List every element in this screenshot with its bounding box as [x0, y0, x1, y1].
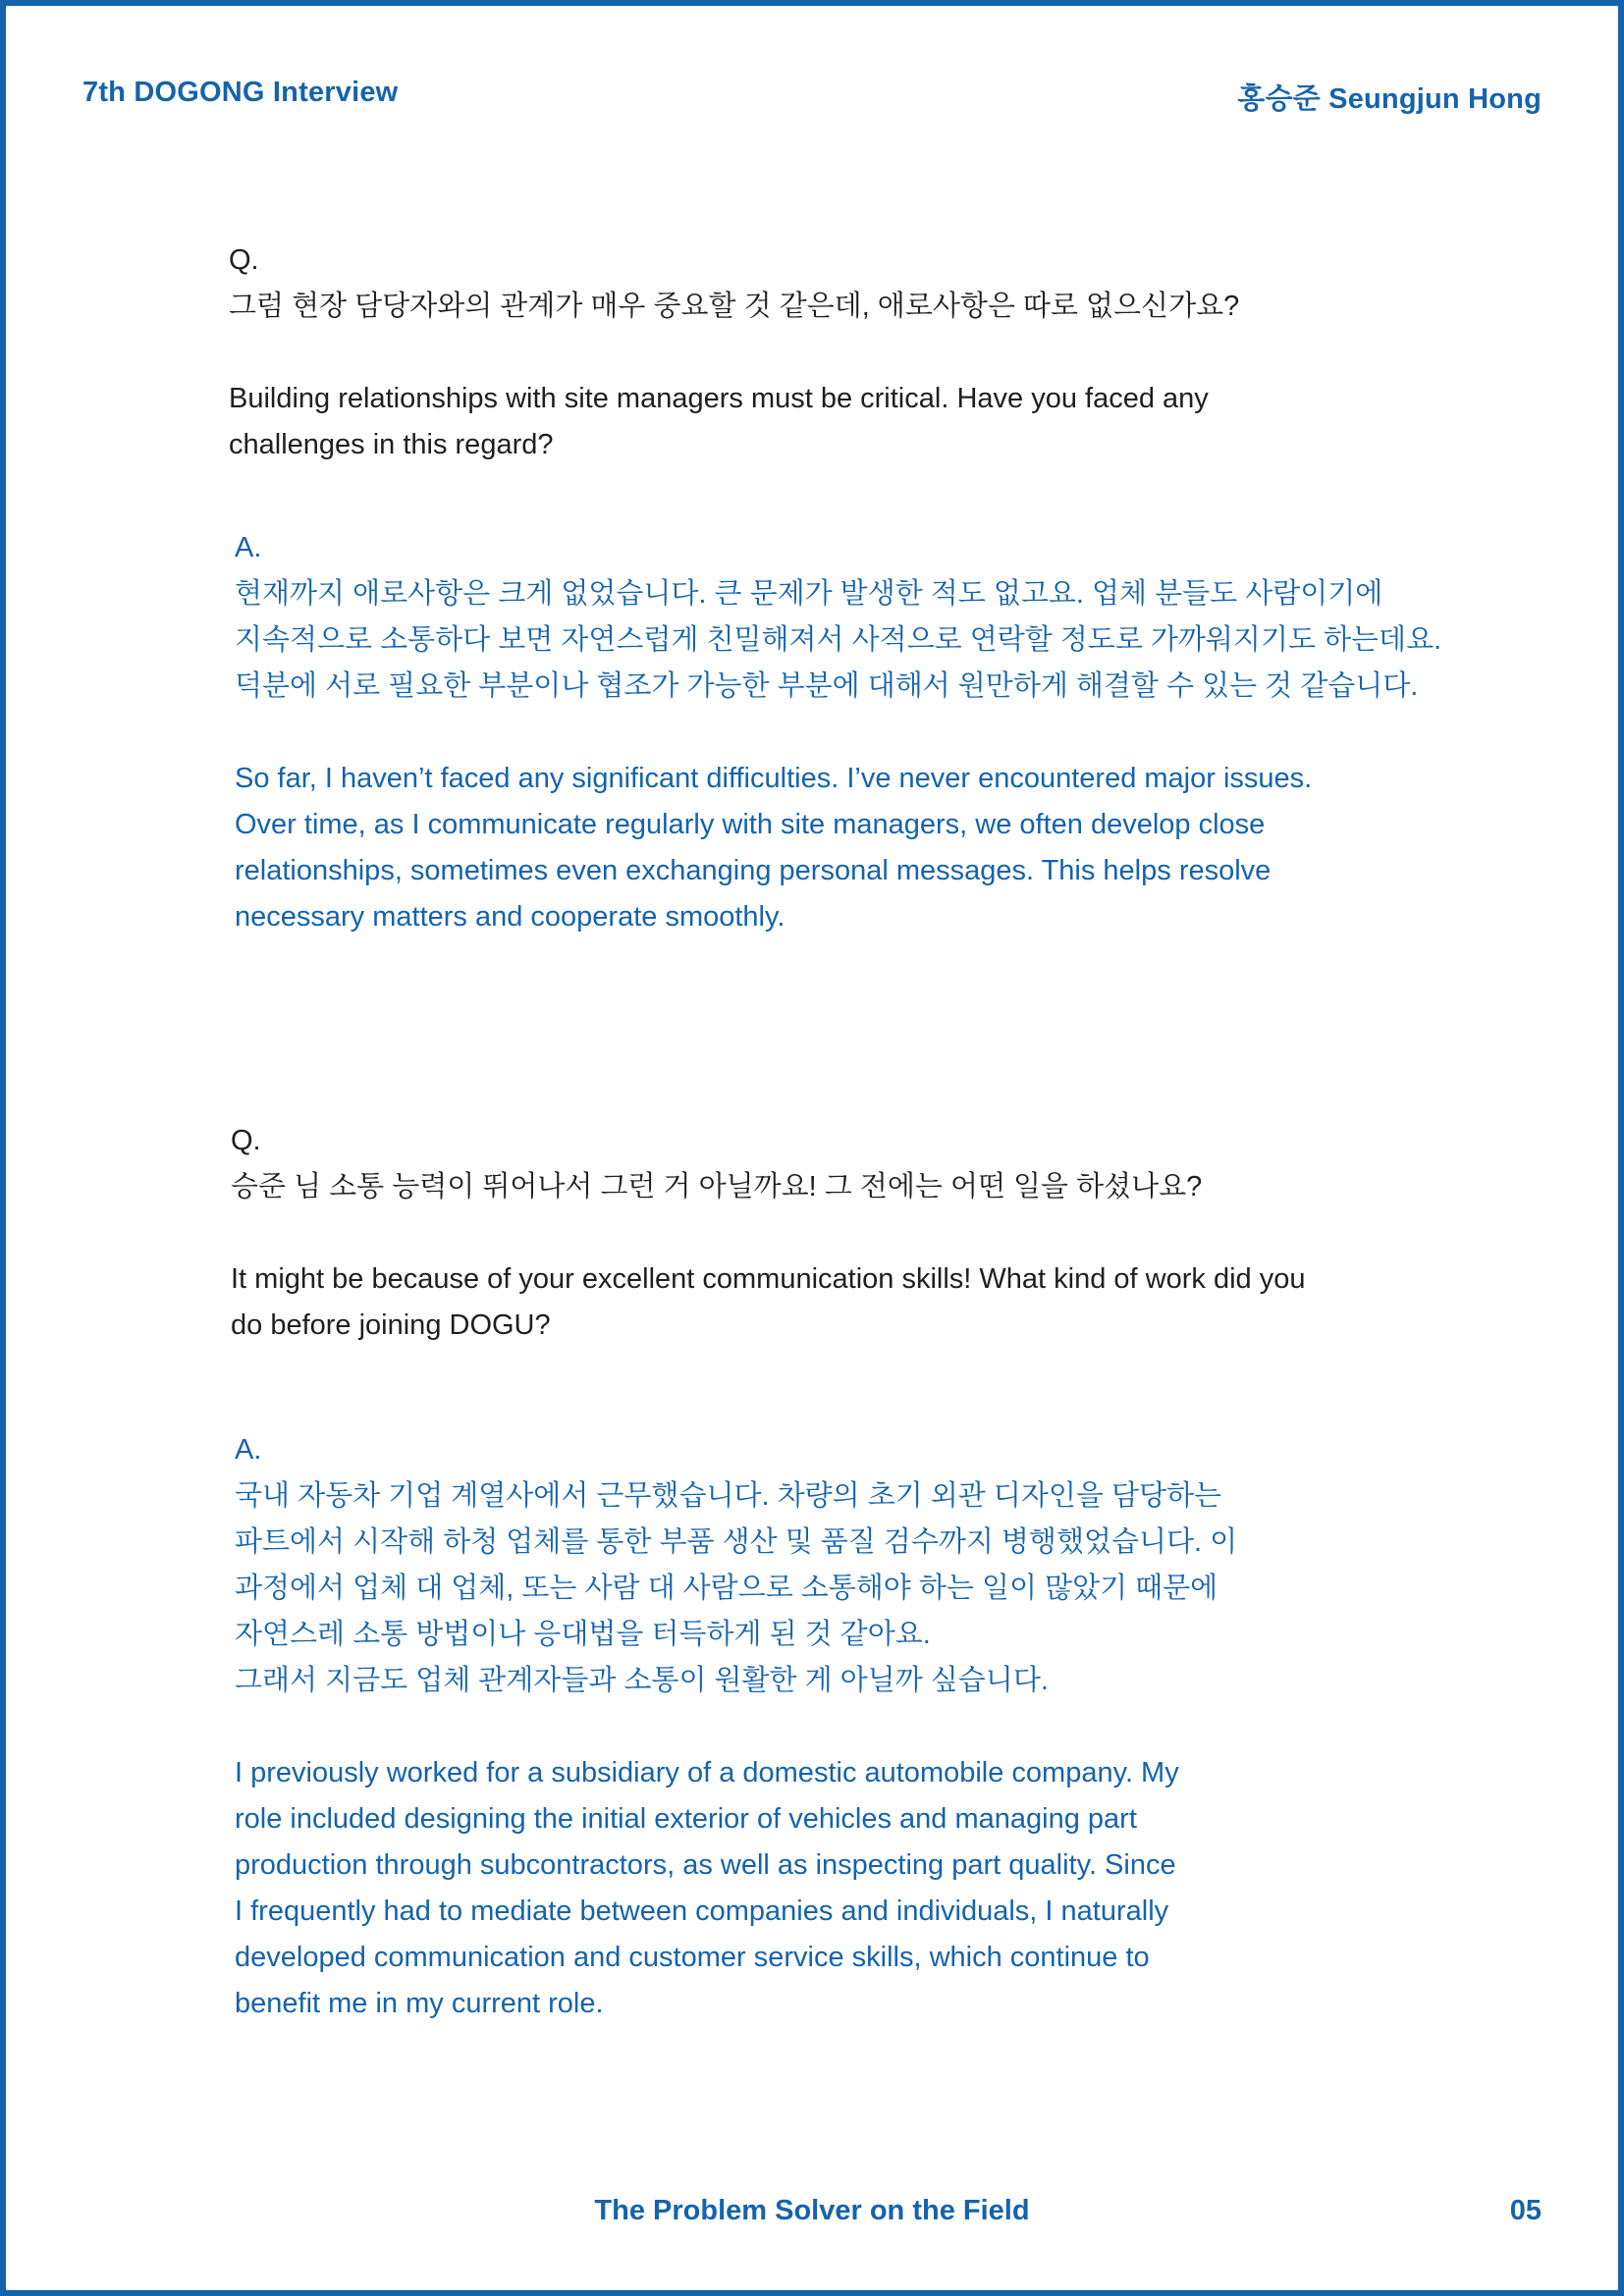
answer-english-line: I frequently had to mediate between companies and individuals, I naturally [235, 1896, 1169, 1927]
answer-korean-line: 과정에서 업체 대 업체, 또는 사람 대 사람으로 소통해야 하는 일이 많았기 때문에 [235, 1573, 1218, 1604]
answer-english-line: relationships, sometimes even exchanging personal messages. This helps resolve [235, 855, 1272, 886]
question-marker: Q. [231, 1125, 261, 1156]
answer-english-line: Over time, as I communicate regularly with site managers, we often develop close [235, 809, 1266, 840]
interviewee-name: 홍승준 Seungjun Hong [1237, 83, 1542, 115]
question-2 [231, 1118, 1438, 1349]
question-1 [229, 238, 1436, 468]
answer-marker: A. [235, 532, 262, 563]
series-title: 7th DOGONG Interview [82, 77, 399, 108]
answer-english-line: So far, I haven’t faced any significant difficulties. I’ve never encountered major issues. [235, 763, 1313, 794]
answer-english-line: production through subcontractors, as well as inspecting part quality. Since [235, 1849, 1176, 1881]
footer-title: The Problem Solver on the Field [594, 2195, 1030, 2226]
question-english-line: Building relationships with site managers must be critical. Have you faced any [229, 383, 1209, 414]
question-marker: Q. [229, 244, 259, 276]
answer-1 [235, 525, 1442, 940]
answer-korean-line: 파트에서 시작해 하청 업체를 통한 부품 생산 및 품질 검수까지 병행했었습니다. 이 [235, 1526, 1238, 1558]
page-number: 05 [1509, 2195, 1542, 2226]
question-english-line: challenges in this regard? [229, 429, 554, 460]
answer-korean-line: 지속적으로 소통하다 보면 자연스럽게 친밀해져서 사적으로 연락할 정도로 가까워지기도 하는데요. [235, 624, 1442, 656]
answer-english-line: necessary matters and cooperate smoothly. [235, 901, 785, 933]
answer-english-line: role included designing the initial exterior of vehicles and managing part [235, 1803, 1137, 1835]
answer-korean-line: 덕분에 서로 필요한 부분이나 협조가 가능한 부분에 대해서 원만하게 해결할 수 있는 것 같습니다. [235, 670, 1419, 702]
question-english-line: do before joining DOGU? [231, 1309, 551, 1341]
answer-marker: A. [235, 1434, 262, 1466]
answer-english-line: benefit me in my current role. [235, 1988, 604, 2019]
answer-2 [235, 1427, 1442, 2027]
question-korean-line: 그럼 현장 담당자와의 관계가 매우 중요할 것 같은데, 애로사항은 따로 없으신가요? [229, 291, 1240, 322]
answer-korean-line: 현재까지 애로사항은 크게 없었습니다. 큰 문제가 발생한 적도 없고요. 업체 분들도 사람이기에 [235, 578, 1383, 610]
answer-english-line: I previously worked for a subsidiary of a domestic automobile company. My [235, 1757, 1179, 1789]
question-english-line: It might be because of your excellent communication skills! What kind of work did you [231, 1263, 1306, 1295]
answer-korean-line: 자연스레 소통 방법이나 응대법을 터득하게 된 것 같아요. [235, 1619, 931, 1650]
answer-english-line: developed communication and customer service skills, which continue to [235, 1942, 1150, 1973]
answer-korean-line: 그래서 지금도 업체 관계자들과 소통이 원활한 게 아닐까 싶습니다. [235, 1665, 1049, 1696]
answer-korean-line: 국내 자동차 기업 계열사에서 근무했습니다. 차량의 초기 외관 디자인을 담당하는 [235, 1480, 1222, 1512]
question-korean-line: 승준 님 소통 능력이 뛰어나서 그런 거 아닐까요! 그 전에는 어떤 일을 하셨나요? [231, 1171, 1203, 1202]
